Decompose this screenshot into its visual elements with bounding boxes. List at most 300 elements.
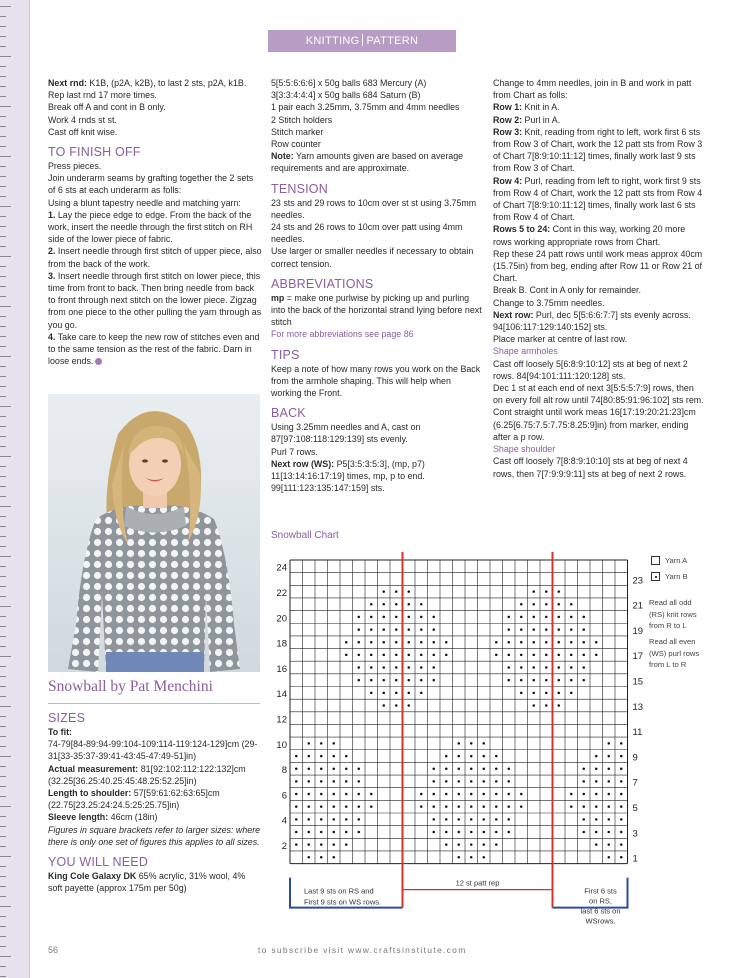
stitch-dot — [395, 616, 398, 619]
need-heading: YOU WILL NEED — [48, 855, 149, 870]
stitch-dot — [595, 843, 598, 846]
stitch-dot — [395, 666, 398, 669]
stitch-dot — [558, 616, 561, 619]
stitch-dot — [308, 831, 311, 834]
stitch-dot — [583, 679, 586, 682]
paragraph: Work 4 rnds st st. — [48, 114, 117, 125]
stitch-dot — [583, 628, 586, 631]
stitch-dot — [570, 666, 573, 669]
stitch-dot — [420, 603, 423, 606]
need-text — [48, 870, 262, 894]
stitch-dot — [295, 755, 298, 758]
stitch-dot — [558, 654, 561, 657]
stitch-dot — [595, 818, 598, 821]
stitch-dot — [308, 767, 311, 770]
stitch-dot — [520, 679, 523, 682]
stitch-dot — [545, 628, 548, 631]
row-label-left: 20 — [276, 613, 287, 625]
stitch-dot — [320, 793, 323, 796]
dot-square-icon — [651, 572, 660, 581]
stitch-dot — [358, 679, 361, 682]
row-label-right: 23 — [632, 575, 644, 587]
row-label-left: 14 — [276, 689, 287, 701]
stitch-dot — [620, 767, 623, 770]
paragraph: Break B. Cont in A only for remainder. — [493, 285, 641, 296]
row-label-right: 5 — [632, 803, 638, 814]
stitch-dot — [595, 793, 598, 796]
paragraph: Row 4: Purl, reading from left to right, work first 9 sts from Row 4 of Chart, work the 12 patt sts from Row 4 of Chart 7[8:9:10:11:12] times, finally work last 6 sts from Row 4 of Chart. — [493, 175, 703, 223]
stitch-dot — [458, 856, 461, 859]
stitch-dot — [583, 831, 586, 834]
stitch-dot — [620, 805, 623, 808]
stitch-dot — [495, 843, 498, 846]
column-1-lower — [48, 704, 262, 894]
stitch-dot — [558, 590, 561, 593]
stitch-dot — [558, 692, 561, 695]
stitch-dot — [608, 780, 611, 783]
stitch-dot — [358, 805, 361, 808]
column-3 — [493, 77, 705, 480]
stitch-dot — [508, 666, 511, 669]
stitch-dot — [420, 679, 423, 682]
stitch-dot — [370, 679, 373, 682]
stitch-dot — [508, 654, 511, 657]
stitch-dot — [395, 641, 398, 644]
stitch-dot — [545, 590, 548, 593]
stitch-dot — [345, 780, 348, 783]
paragraph: Using a blunt tapestry needle and matching yarn: — [48, 197, 241, 208]
stitch-dot — [508, 616, 511, 619]
stitch-dot — [433, 654, 436, 657]
stitch-dot — [358, 767, 361, 770]
paragraph: Row counter — [271, 139, 321, 150]
side-ruler — [0, 0, 30, 978]
paragraph: Change to 4mm needles, join in B and work in patt from Chart as folls: — [493, 78, 692, 101]
stitch-dot — [445, 843, 448, 846]
stitch-dot — [370, 654, 373, 657]
stitch-dot — [370, 628, 373, 631]
stitch-dot — [458, 755, 461, 758]
stitch-dot — [320, 856, 323, 859]
stitch-dot — [470, 856, 473, 859]
instructions-text — [493, 77, 705, 480]
stitch-dot — [445, 755, 448, 758]
stitch-dot — [345, 767, 348, 770]
stitch-dot — [308, 818, 311, 821]
paragraph: 2. Insert needle through first stitch of upper piece, also from the back of the work. — [48, 246, 262, 269]
finish-text — [48, 160, 262, 367]
stitch-dot — [520, 805, 523, 808]
stitch-dot — [445, 793, 448, 796]
stitch-dot — [345, 831, 348, 834]
stitch-dot — [608, 831, 611, 834]
stitch-dot — [458, 805, 461, 808]
stitch-dot — [358, 818, 361, 821]
paragraph: Shape shoulder — [493, 444, 556, 455]
stitch-dot — [333, 805, 336, 808]
abbreviations-text — [271, 292, 483, 341]
subscribe-link[interactable]: to subscribe visit www.craftsinstitute.com — [258, 945, 467, 955]
paragraph: 3. Insert needle through first stitch on lower piece, this time from front to back. Then bring needle from back to front through next stitch on the lower piece. Zigzag from one piece to the other pulling the yarn through as you go. — [48, 270, 262, 330]
stitch-dot — [483, 767, 486, 770]
stitch-dot — [345, 755, 348, 758]
stitch-dot — [358, 628, 361, 631]
right-bracket-label: First 6 sts on RS, last 6 sts on WSrows. — [580, 886, 621, 926]
stitch-dot — [595, 755, 598, 758]
stitch-dot — [320, 805, 323, 808]
stitch-dot — [333, 780, 336, 783]
paragraph: 24 sts and 26 rows to 10cm over patt using 4mm needles. — [271, 222, 463, 245]
stitch-dot — [470, 742, 473, 745]
stitch-dot — [408, 679, 411, 682]
stitch-dot — [383, 692, 386, 695]
stitch-dot — [395, 654, 398, 657]
stitch-dot — [295, 780, 298, 783]
stitch-dot — [445, 780, 448, 783]
stitch-dot — [533, 603, 536, 606]
row-label-left: 4 — [281, 815, 287, 827]
stitch-dot — [383, 666, 386, 669]
stitch-dot — [370, 603, 373, 606]
row-label-right: 15 — [632, 676, 644, 688]
paragraph: Cast off loosely 5[6:8:9:10:12] sts at beg of next 2 rows. 84[94:101:111:120:128] sts. — [493, 358, 688, 381]
stitch-dot — [333, 856, 336, 859]
stitch-dot — [508, 793, 511, 796]
stitch-dot — [570, 805, 573, 808]
stitch-dot — [558, 679, 561, 682]
stitch-dot — [458, 818, 461, 821]
stitch-dot — [320, 742, 323, 745]
row-label-right: 21 — [632, 600, 644, 612]
stitch-dot — [520, 603, 523, 606]
stitch-dot — [533, 679, 536, 682]
stitch-dot — [370, 641, 373, 644]
stitch-dot — [508, 679, 511, 682]
stitch-dot — [495, 793, 498, 796]
stitch-dot — [295, 843, 298, 846]
stitch-dot — [570, 679, 573, 682]
stitch-dot — [295, 793, 298, 796]
stitch-dot — [420, 641, 423, 644]
stitch-dot — [545, 641, 548, 644]
model-photo-illustration — [48, 394, 260, 672]
stitch-dot — [545, 692, 548, 695]
stitch-dot — [570, 654, 573, 657]
stitch-dot — [383, 603, 386, 606]
stitch-dot — [458, 767, 461, 770]
stitch-dot — [558, 641, 561, 644]
stitch-dot — [558, 666, 561, 669]
paragraph: Rows 5 to 24: Cont in this way, working 20 more rows working appropriate rows from Chart. — [493, 224, 686, 247]
stitch-dot — [483, 818, 486, 821]
stitch-dot — [570, 603, 573, 606]
stitch-dot — [583, 654, 586, 657]
stitch-dot — [583, 780, 586, 783]
stitch-dot — [433, 780, 436, 783]
paragraph: Break off A and cont in B only. — [48, 102, 166, 113]
stitch-dot — [508, 831, 511, 834]
paragraph: Next row (WS): P5[3:5:3:5:3], (mp, p7) 11[13:14:16:17:19] times, mp, p to end. 99[111:123:135:147:159] sts. — [271, 458, 425, 494]
row-label-left: 8 — [281, 765, 287, 777]
stitch-dot — [420, 805, 423, 808]
stitch-dot — [408, 666, 411, 669]
stitch-dot — [470, 767, 473, 770]
stitch-dot — [470, 755, 473, 758]
row-label-right: 11 — [632, 727, 643, 739]
row-label-left: 16 — [276, 663, 287, 675]
page-number: 56 — [48, 945, 59, 955]
stitch-dot — [320, 843, 323, 846]
stitch-dot — [495, 780, 498, 783]
stitch-dot — [358, 666, 361, 669]
stitch-dot — [533, 628, 536, 631]
paragraph: Dec 1 st at each end of next 3[5:5:5:7:9] rows, then on every foll alt row until 74[80:85:91:96:102] sts rem. — [493, 383, 704, 406]
chart-title: Snowball Chart — [271, 530, 339, 541]
stitch-dot — [520, 628, 523, 631]
paragraph: King Cole Galaxy DK 65% acrylic, 31% wool, 4% soft payette (approx 175m per 50g) — [48, 871, 246, 894]
stitch-dot — [483, 831, 486, 834]
back-heading: BACK — [271, 406, 306, 421]
stitch-dot — [433, 679, 436, 682]
banner-subsection: PATTERN INSTRUCTIONS — [318, 35, 419, 69]
stitch-dot — [333, 767, 336, 770]
paragraph: Row 1: Knit in A. — [493, 102, 560, 113]
stitch-dot — [620, 742, 623, 745]
sizes-text — [48, 726, 262, 848]
paragraph: Row 3: Knit, reading from right to left, work first 6 sts from Row 3 of Chart, work the 12 patt sts from Row 3 of Chart 7[8:9:10:11:12] times, finally work last 9 sts from Row 3 of Chart. — [493, 126, 703, 174]
stitch-dot — [445, 818, 448, 821]
row-label-right: 17 — [632, 651, 644, 663]
stitch-dot — [608, 805, 611, 808]
stitch-dot — [420, 616, 423, 619]
stitch-dot — [445, 831, 448, 834]
finish-heading: TO FINISH OFF — [48, 145, 141, 160]
row-label-right: 7 — [632, 777, 638, 789]
back-text — [271, 421, 483, 494]
stitch-dot — [545, 603, 548, 606]
paragraph: Row 2: Purl in A. — [493, 114, 561, 125]
paragraph: 1 pair each 3.25mm, 3.75mm and 4mm needles — [271, 102, 460, 113]
stitch-dot — [295, 818, 298, 821]
paragraph: 2 Stitch holders — [271, 114, 333, 125]
stitch-dot — [333, 818, 336, 821]
stitch-dot — [395, 603, 398, 606]
stitch-dot — [583, 616, 586, 619]
stitch-dot — [408, 590, 411, 593]
stitch-dot — [595, 805, 598, 808]
paragraph: Actual measurement: 81[92:102:112:122:132]cm (32.25[36.25:40.25:45:48.25:52.25]in) — [48, 763, 246, 786]
stitch-dot — [420, 666, 423, 669]
stitch-dot — [308, 755, 311, 758]
stitch-dot — [495, 805, 498, 808]
stitch-dot — [508, 641, 511, 644]
stitch-dot — [345, 654, 348, 657]
stitch-dot — [520, 654, 523, 657]
paragraph: Sleeve length: 46cm (18in) — [48, 812, 158, 823]
stitch-dot — [583, 666, 586, 669]
stitch-dot — [533, 641, 536, 644]
tips-text — [271, 363, 483, 400]
paragraph: Place marker at centre of last row. — [493, 334, 628, 345]
column-1 — [48, 77, 262, 367]
stitch-dot — [370, 666, 373, 669]
paragraph: Next rnd: K1B, (p2A, k2B), to last 2 sts, p2A, k1B. — [48, 78, 247, 88]
stitch-dot — [583, 767, 586, 770]
row-label-left: 2 — [281, 840, 287, 852]
stitch-dot — [458, 831, 461, 834]
stitch-dot — [308, 843, 311, 846]
stitch-dot — [545, 616, 548, 619]
stitch-dot — [395, 692, 398, 695]
paragraph: Figures in square brackets refer to larger sizes: where there is only one set of figures this applies to all sizes. — [48, 824, 261, 847]
stitch-dot — [420, 793, 423, 796]
stitch-dot — [308, 856, 311, 859]
stitch-dot — [408, 654, 411, 657]
stitch-dot — [433, 767, 436, 770]
paragraph: Rep last rnd 17 more times. — [48, 90, 158, 101]
stitch-dot — [520, 666, 523, 669]
paragraph: Shape armholes — [493, 346, 558, 357]
stitch-dot — [408, 704, 411, 707]
stitch-dot — [458, 742, 461, 745]
paragraph: Purl 7 rows. — [271, 446, 318, 457]
stitch-dot — [445, 767, 448, 770]
stitch-dot — [320, 755, 323, 758]
stitch-dot — [533, 692, 536, 695]
row-label-left: 18 — [276, 638, 287, 650]
section-banner — [268, 30, 456, 69]
blank-square-icon — [651, 556, 660, 565]
stitch-dot — [408, 603, 411, 606]
stitch-dot — [608, 856, 611, 859]
repeat-label: 12 st patt rep — [455, 878, 500, 888]
stitch-dot — [333, 742, 336, 745]
stitch-dot — [470, 805, 473, 808]
paragraph: 4. Take care to keep the new row of stitches even and to the same tension as the rest of the fabric. Darn in loose ends. — [48, 331, 260, 367]
stitch-dot — [395, 590, 398, 593]
stitch-dot — [520, 692, 523, 695]
stitch-dot — [408, 628, 411, 631]
stitch-dot — [470, 843, 473, 846]
legend-yarn-b: Yarn B — [651, 572, 725, 582]
stitch-dot — [420, 654, 423, 657]
stitch-dot — [470, 818, 473, 821]
stitch-dot — [620, 780, 623, 783]
stitch-dot — [595, 654, 598, 657]
stitch-dot — [533, 704, 536, 707]
stitch-dot — [520, 616, 523, 619]
stitch-dot — [545, 666, 548, 669]
row-label-right: 3 — [632, 828, 638, 840]
stitch-dot — [408, 692, 411, 695]
row-label-left: 6 — [281, 790, 287, 802]
stitch-dot — [558, 603, 561, 606]
banner-section: KNITTING — [305, 35, 360, 47]
stitch-dot — [333, 793, 336, 796]
paragraph: 74-79[84-89:94-99:104-109:114-119:124-129]cm (29-31[33-35:37-39:41-43:45-47:49-51]in) — [48, 739, 258, 762]
stitch-dot — [545, 654, 548, 657]
paragraph: Cast off knit wise. — [48, 126, 118, 137]
stitch-dot — [483, 755, 486, 758]
stitch-dot — [408, 641, 411, 644]
stitch-dot — [620, 856, 623, 859]
stitch-dot — [320, 767, 323, 770]
stitch-dot — [308, 780, 311, 783]
stitch-dot — [333, 755, 336, 758]
left-bracket-label: Last 9 sts on RS and First 9 sts on WS rows. — [304, 886, 382, 907]
stitch-dot — [495, 831, 498, 834]
paragraph: Note: Yarn amounts given are based on average requirements and are approximate. — [271, 151, 464, 174]
stitch-dot — [533, 654, 536, 657]
stitch-dot — [345, 843, 348, 846]
paragraph: To fit: — [48, 727, 72, 737]
stitch-dot — [533, 590, 536, 593]
stitch-dot — [358, 616, 361, 619]
stitch-dot — [433, 831, 436, 834]
stitch-dot — [458, 780, 461, 783]
stitch-dot — [445, 641, 448, 644]
stitch-dot — [583, 641, 586, 644]
row-label-left: 22 — [276, 587, 287, 599]
stitch-dot — [383, 704, 386, 707]
stitch-dot — [620, 831, 623, 834]
row-label-left: 12 — [276, 714, 287, 726]
stitch-dot — [558, 704, 561, 707]
stitch-dot — [308, 793, 311, 796]
stitch-dot — [570, 793, 573, 796]
stitch-dot — [508, 818, 511, 821]
stitch-dot — [595, 831, 598, 834]
stitch-dot — [370, 616, 373, 619]
stitch-dot — [295, 831, 298, 834]
stitch-dot — [470, 793, 473, 796]
row-label-left: 10 — [276, 739, 287, 751]
stitch-dot — [383, 590, 386, 593]
stitch-dot — [370, 805, 373, 808]
stitch-dot — [495, 654, 498, 657]
stitch-dot — [383, 679, 386, 682]
stitch-dot — [358, 641, 361, 644]
stitch-dot — [358, 780, 361, 783]
row-label-right: 9 — [632, 752, 638, 764]
stitch-dot — [333, 831, 336, 834]
paragraph: Next row: Purl, dec 5[5:6:6:7:7] sts evenly across. 94[106:117:129:140:152] sts. — [493, 309, 691, 333]
stitch-dot — [620, 793, 623, 796]
stitch-dot — [608, 793, 611, 796]
paragraph: 1. Lay the piece edge to edge. From the back of the work, insert the needle through the first stitch on RH side of the lower piece of fabric. — [48, 209, 253, 245]
stitch-dot — [483, 742, 486, 745]
stitch-dot — [395, 704, 398, 707]
row-label-right: 1 — [632, 853, 638, 865]
photo-caption: Snowball by Pat Menchini — [48, 678, 213, 695]
intro-text — [48, 77, 262, 138]
stitch-dot — [308, 805, 311, 808]
stitch-dot — [383, 628, 386, 631]
paragraph: 5[5:5:6:6:6] x 50g balls 683 Mercury (A) — [271, 78, 427, 88]
stitch-dot — [345, 641, 348, 644]
stitch-dot — [545, 704, 548, 707]
stitch-dot — [483, 793, 486, 796]
stitch-dot — [570, 616, 573, 619]
stitch-dot — [358, 654, 361, 657]
stitch-dot — [395, 679, 398, 682]
paragraph: Press pieces. — [48, 161, 102, 172]
stitch-dot — [508, 767, 511, 770]
sizes-heading: SIZES — [48, 711, 86, 725]
stitch-dot — [345, 818, 348, 821]
stitch-dot — [383, 616, 386, 619]
stitch-dot — [595, 780, 598, 783]
